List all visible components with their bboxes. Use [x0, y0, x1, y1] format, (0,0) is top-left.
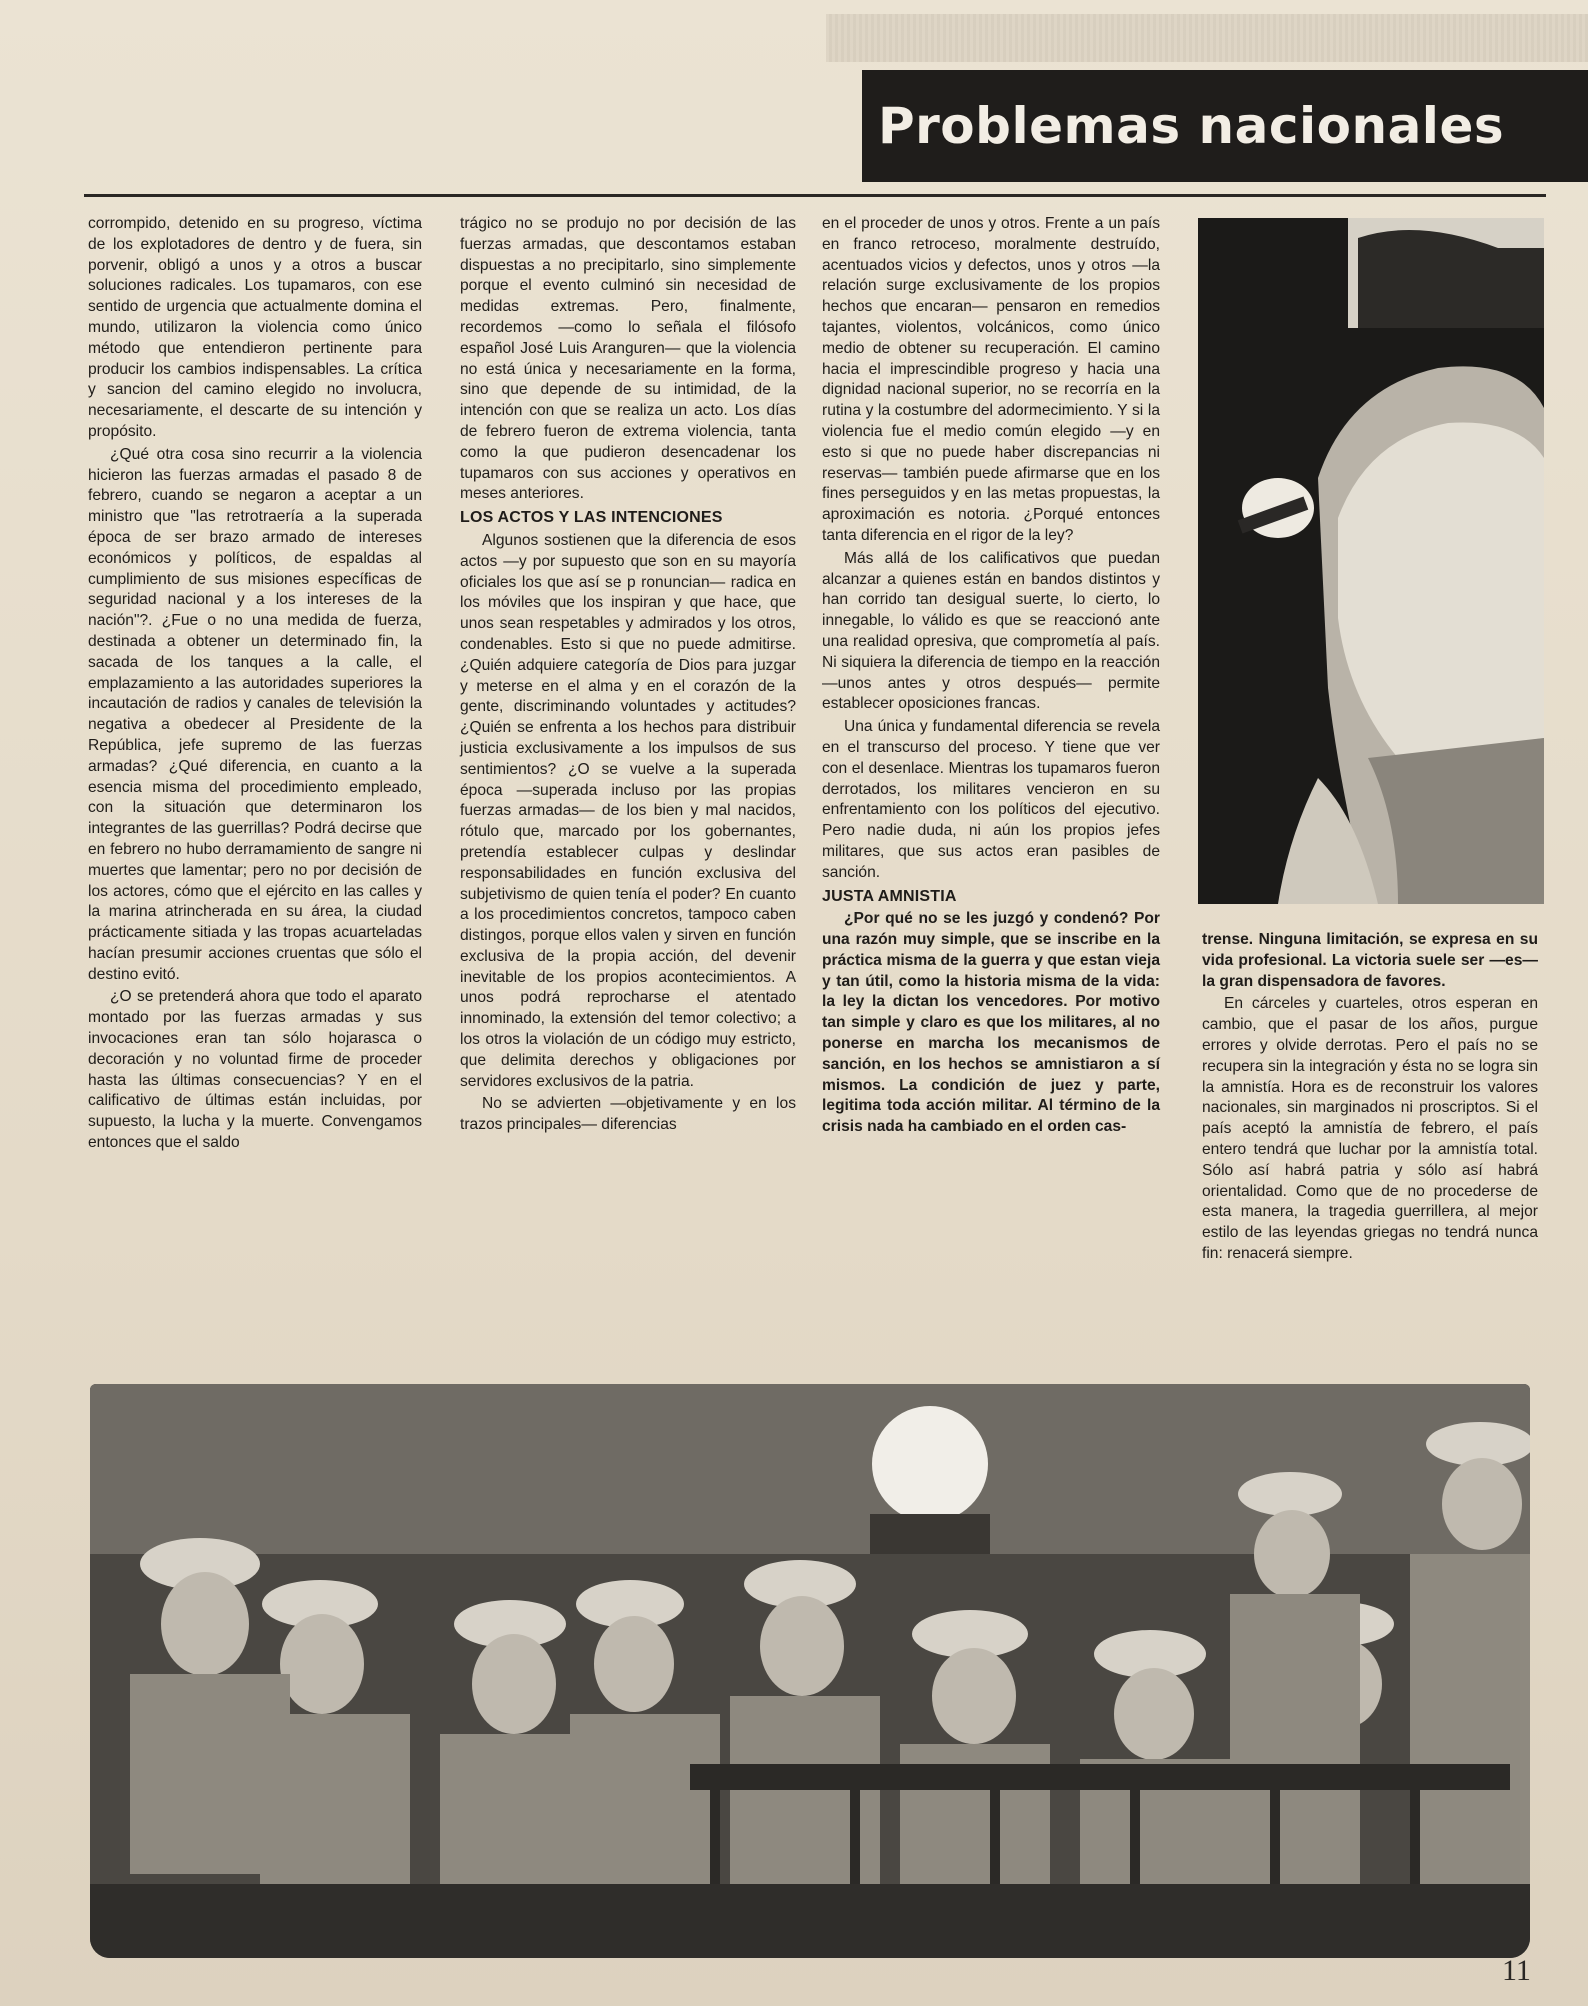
section-banner: [862, 70, 1588, 182]
paragraph: ¿O se pretenderá ahora que todo el aparato montado por las fuerzas armadas y sus invocaciones eran tan sólo hojarasca o decoración y no voluntad firme de proceder hasta las últimas consecuencias? Y en el calificativo de últimas están incluidas, por supuesto, la lucha y la muerte. Convengamos entonces que el saldo: [88, 988, 422, 1152]
paragraph: En cárceles y cuarteles, otros esperan en cambio, que el pasar de los años, purgue errores y olvide derrotas. Pero el país no se recupera sin la integración y ésta no se logra sin la amnistía. Hora es de reconstruir los valores nacionales, sin marginados ni proscriptos. Si el país aceptó la amnistía de febrero, el país entero tendrá que luchar por la amnistía total. Sólo así habrá patria y sólo así habrá orientalidad. Como que de no procederse de esta manera, la tragedia guerrillera, al mejor estilo de las leyendas griegas no tendrá nunca fin: renacerá siempre.: [1202, 995, 1538, 1262]
header-rule: [84, 194, 1546, 197]
soldiers-photo: [90, 1384, 1530, 1958]
section-title: Problemas nacionales: [878, 97, 1505, 155]
paragraph: ¿Por qué no se les juzgó y condenó? Por una razón muy simple, que se inscribe en la práctica misma de la guerra y que estan vieja y tan útil, como la historia misma de la vida: la ley la dictan los vencedores. Por motivo tan simple y claro es que los militares, al no ponerse en marcha los mecanismos de sanción, en los hechos se amnistiaron a sí mismos. La condición de juez y parte, legitima toda acción militar. Al término de la crisis nada ha cambiado en el orden cas-: [822, 910, 1160, 1136]
paragraph: No se advierten —objetivamente y en los trazos principales— diferencias: [460, 1095, 796, 1134]
article-column-3: [822, 214, 1160, 1140]
paragraph: Más allá de los calificativos que puedan alcanzar a quienes están en bandos distintos y han corrido tan desigual suerte, lo cierto, lo innegable, lo válido es que se reaccionó ante una realidad opresiva, que comprometía al país. Ni siquiera la diferencia de tiempo en la reacción —unos antes y otros después— permite establecer oposiciones francas.: [822, 549, 1160, 713]
subheading-amnistia: JUSTA AMNISTIA: [822, 887, 957, 905]
page-number: 11: [1502, 1954, 1531, 1987]
paragraph: corrompido, detenido en su progreso, víctima de los explotadores de dentro y de fuera, sin porvenir, obligó a unos y a otros a buscar soluciones radicales. Los tupamaros, con ese sentido de urgencia que actualmente domina el mundo, utilizaron la violencia como único método que entendieron pertinente para producir los cambios indispensables. La crítica y sancion del camino elegido no involucra, necesariamente, el descarte de su intención y propósito.: [88, 215, 422, 440]
article-column-1: [88, 214, 422, 1156]
article-column-4: [1202, 930, 1538, 1267]
subheading-actos: LOS ACTOS Y LAS INTENCIONES: [460, 509, 723, 527]
paragraph: en el proceder de unos y otros. Frente a un país en franco retroceso, moralmente destruído, acentuados vicios y defectos, unos y otros —la relación surge exclusivamente de los propios hechos que encaran— pensaron en remedios tajantes, violentos, volcánicos, como único medio de obtener su recuperación. El camino hacia el imprescindible progreso y hacia una dignidad nacional superior, no se recorría en la rutina y la costumbre del adormecimiento. Y si la violencia fue el medio común elegido —y en esto si que no puede haber discrepancias ni reservas— también puede afirmarse que en los fines perseguidos y en las metas propuestas, la aproximación es notoria. ¿Porqué entonces tanta diferencia en el rigor de la ley?: [822, 215, 1160, 544]
paragraph: ¿Qué otra cosa sino recurrir a la violencia hicieron las fuerzas armadas el pasado 8 de febrero, cuando se negaron a aceptar a un ministro que "las retrotraería a la superada época de ser brazo armado de intereses económicos y políticos, de espaldas al cumplimiento de sus misiones específicas de seguridad nacional y a los intereses de la nación"?. ¿Fue o no una medida de fuerza, destinada a obtener un determinado fin, la sacada de los tanques a la calle, el emplazamiento a las autoridades superiores la incautación de radios y canales de televisión la negativa a obedecer al Presidente de la República, jefe supremo de las fuerzas armadas? ¿Qué diferencia, en cuanto a la esencia misma del procedimiento empleado, con la situación que determinaron los integrantes de las guerrillas? Podrá decirse que en febrero no hubo derramamiento de sangre ni muertes que lamentar; pero no por decisión de los actores, cómo que el ejército en las calles y la marina atrincherada en su área, la ciudad prácticamente sitiada y las tropas acuarteladas hacían presumir acciones cruentas que sólo el destino evitó.: [88, 445, 422, 983]
article-column-2: [460, 214, 796, 1138]
top-texture-band: [826, 14, 1588, 62]
speaker-photo-illustration: [1198, 218, 1544, 904]
paragraph: trense. Ninguna limitación, se expresa en su vida profesional. La victoria suele ser —es— la gran dispensadora de favores.: [1202, 931, 1538, 990]
paragraph: Una única y fundamental diferencia se revela en el transcurso del proceso. Y tiene que ver con el desenlace. Mientras los tupamaros fueron derrotados, los militares vencieron en su enfrentamiento con los políticos del ejecutivo. Pero nadie duda, ni aún los propios jefes militares, que sus actos eran pasibles de sanción.: [822, 718, 1160, 881]
paragraph: trágico no se produjo no por decisión de las fuerzas armadas, que descontamos estaban dispuestas a no precipitarlo, sino simplemente porque el evento culminó sin necesidad de medidas extremas. Pero, finalmente, recordemos —como lo señala el filósofo español José Luis Aranguren— que la violencia no está única y necesariamente en la forma, sino que depende de su intimidad, de la intención con que se realiza un acto. Los días de febrero fueron de extrema violencia, tanta como la que pudieron desencadenar los tupamaros con sus acciones y operativos en meses anteriores.: [460, 215, 796, 503]
soldiers-photo-illustration: [90, 1384, 1530, 1958]
paragraph: Algunos sostienen que la diferencia de esos actos —y por supuesto que son en su mayoría oficiales los que así se p ronuncian— radica en los móviles que los inspiran y que hace, que unos sean respetables y admirados y los otros, condenables. Esto si que no puede admitirse. ¿Quién adquiere categoría de Dios para juzgar y meterse en el alma y en el corazón de la gente, discriminando voluntades y actitudes? ¿Quién se enfrenta a los hechos para distribuir justicia exclusivamente a los impulsos de sus sentimientos? ¿O se vuelve a la superada época —superada incluso por las propias fuerzas armadas— de los bien y mal nacidos, rótulo que, marcado por los gobernantes, pretendía establecer culpas y deslindar responsabilidades en función exclusiva del subjetivismo de quien tenía el poder? En cuanto a los procedimientos concretos, tampoco caben distingos, porque ellos valen y sirven en función exclusiva de la propia acción, del devenir inevitable de los propios acontecimientos. A unos podrá reprocharse el atentado innominado, la extensión del temor colectivo; a los otros la violación de un código muy estricto, que delimita derechos y obligaciones por servidores exclusivos de la patria.: [460, 531, 796, 1090]
speaker-photo: [1198, 218, 1544, 904]
